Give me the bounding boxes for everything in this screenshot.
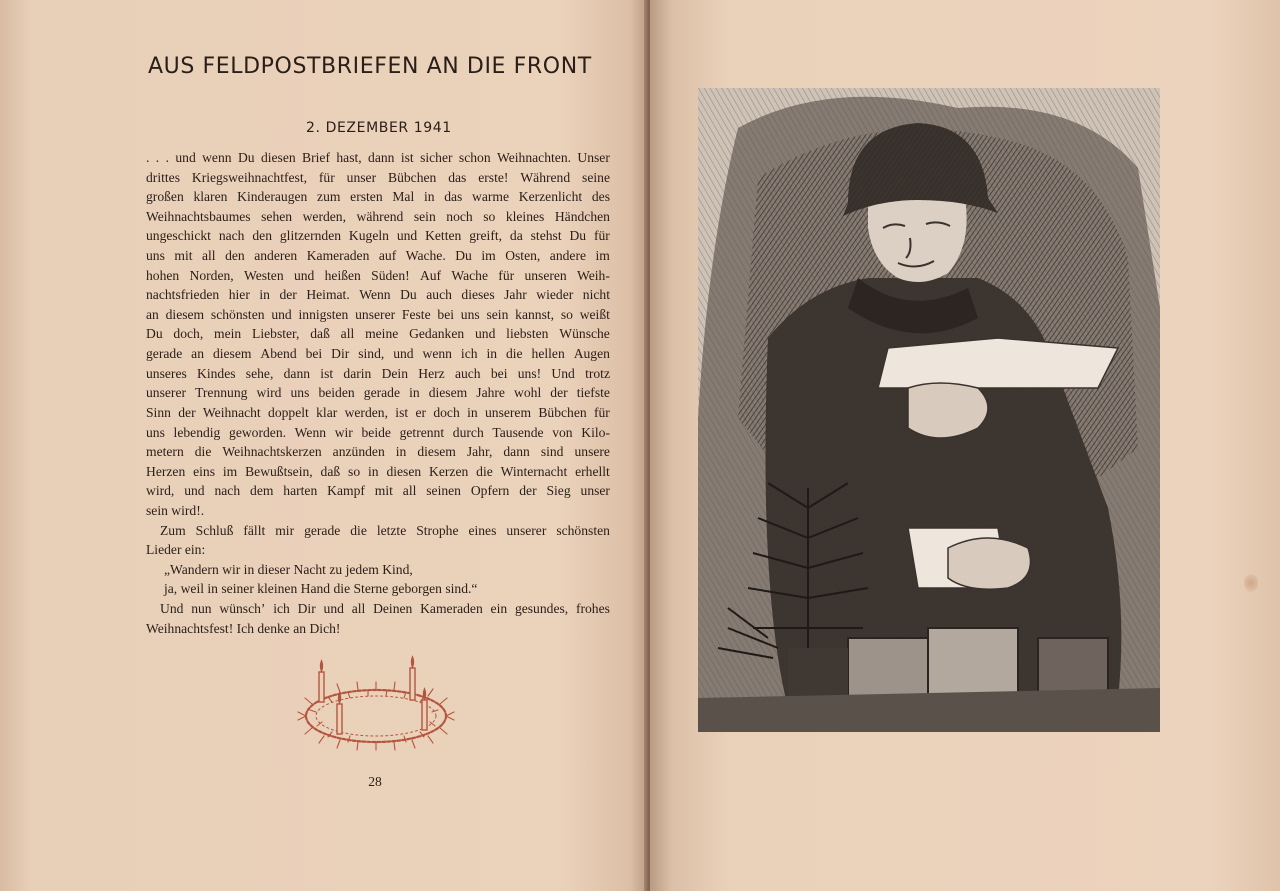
text-line: Weihnachtsbaumes sehen werden, während sein noch so kleines Händchen [146, 208, 610, 224]
text-line: Sinn der Weihnacht doppelt klar werden, ist er doch in unserem Bübchen für [146, 404, 610, 420]
text-line: drittes Kriegsweihnachtfest, für unser Bübchen das erste! Während seine [146, 169, 610, 185]
page-title: AUS FELDPOSTBRIEFEN AN DIE FRONT [148, 54, 592, 79]
text-line: uns mit all den anderen Kameraden auf Wache. Du im Osten, andere im [146, 248, 610, 264]
soldier-reading-letter-illustration [698, 88, 1160, 732]
text-line: metern die Weihnachtskerzen anzünden in diesem Jahr, dann sind unsere [146, 444, 610, 460]
text-line: . . . und wenn Du diesen Brief hast, dann ist sicher schon Weihnachten. Unser [146, 150, 610, 165]
letter-text [146, 148, 610, 638]
page-number: 28 [368, 774, 382, 789]
text-line: uns lebendig geworden. Wenn wir beide getrennt durch Tausende von Kilo- [146, 424, 610, 440]
text-line: Weihnachtsfest! Ich denke an Dich! [146, 620, 341, 636]
text-line: nachtsfrieden hier in der Heimat. Wenn Du auch dieses Jahr wieder nicht [146, 287, 610, 303]
text-line: gerade an diesem Abend bei Dir sind, und wenn ich in die hellen Augen [146, 346, 610, 362]
verse-line: „Wandern wir in dieser Nacht zu jedem Kind, [164, 561, 413, 577]
text-line: hohen Norden, Westen und heißen Süden! Auf Wache für unseren Weih- [146, 267, 610, 283]
text-line: Lieder ein: [146, 542, 206, 558]
text-line: Zum Schluß fällt mir gerade die letzte Strophe eines unserer schönsten [160, 522, 610, 538]
text-line: unseres Kindes sehe, dann ist darin Dein Herz auch bei uns! Und trotz [146, 365, 610, 381]
verse-line: ja, weil in seiner kleinen Hand die Sterne geborgen sind.“ [164, 581, 478, 597]
text-line: wird, und nach dem harten Kampf mit all seinen Opfern der Sieg unser [146, 483, 610, 499]
text-line: großen klaren Kinderaugen zum ersten Mal in das warme Kerzenlicht des [146, 189, 610, 205]
text-line: ungeschickt nach den glitzernden Kugeln und Ketten greift, da stehst Du für [146, 228, 610, 244]
paper-stain [1244, 574, 1258, 592]
advent-wreath-icon [292, 652, 460, 762]
text-line: sein wird!. [146, 502, 205, 518]
date-heading: 2. DEZEMBER 1941 [306, 120, 452, 136]
text-line: an diesem schönsten und innigsten unserer Feste bei uns sein kannst, so weißt [146, 306, 610, 322]
text-line: unserer Trennung wird uns beiden gerade in diesem Jahre wohl der tiefste [146, 385, 610, 401]
text-line: Und nun wünsch’ ich Dir und all Deinen Kameraden ein gesundes, frohes [160, 601, 610, 617]
text-line: Du doch, mein Liebster, daß all meine Gedanken und liebsten Wünsche [146, 326, 610, 342]
text-line: Herzen eins im Bewußtsein, daß so in diesen Kerzen die Winternacht erhellt [146, 463, 610, 479]
